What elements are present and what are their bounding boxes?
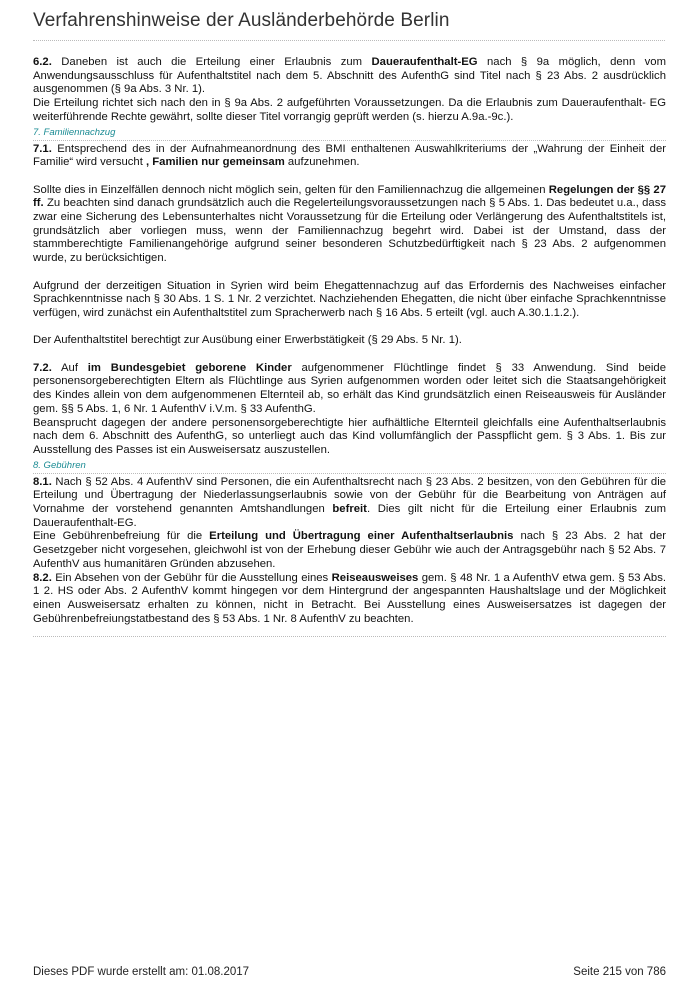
paragraph-text: nach § 23 Abs. 2 hat der Gesetzgeber nicht vorgesehen, gleichwohl ist von der Erhebung dieser Gebühr wie auch der Antragsgebühr nach § 52 Abs. 7 AufenthV aus humanitären Gründen abzusehen. xyxy=(33,530,666,570)
paragraph-text: Auf xyxy=(51,361,88,374)
paragraph-text: Zu beachten sind danach grundsätzlich auch die Regelerteilungsvoraussetzungen nach § 5 Abs. 1. Das bedeutet u.a., dass zwar eine Sicherung des Lebensunterhaltes nicht Voraussetzung für die Erteilung oder Verlängerung des Aufenthaltstitels ist, grundsätzlich aber vorliegen muss, wenn der Familiennachzug begehrt wird. Dabei ist der Umstand, dass der stammberechtigte Familienangehörige aufgrund seiner besonderen Schutzbedürftigkeit nach § 23 Abs. 2 aufgenommen wurde, zu berücksichtigen. xyxy=(33,197,666,265)
paragraph-text: Daneben ist auch die Erteilung einer Erlaubnis zum xyxy=(51,56,372,68)
paragraph-number: 7.2. xyxy=(33,361,52,374)
paragraph-8-1 xyxy=(33,476,666,531)
paragraph-6-2-continued: Die Erteilung richtet sich nach den in § 9a Abs. 2 aufgeführten Voraussetzungen. Da die Erlaubnis zum Daueraufenthalt- EG weiterführende Rechte gewährt, sollte dieser Titel vorrangig geprüft werden (s. hierzu A.9a.-9c.). xyxy=(33,97,666,123)
paragraph-7-2 xyxy=(33,362,666,417)
paragraph-7-2-continued: Beansprucht dagegen der andere personensorgeberechtigte hier aufhältliche Elternteil gleichfalls eine Aufenthaltserlaubnis nach dem 6. Abschnitt des AufenthG, so unterliegt auch das Kind vollumfänglich der Passpflicht gem. § 3 Abs. 1. Bis zur Ausstellung des Passes ist ein Ausweisersatz auszustellen. xyxy=(33,416,666,456)
paragraph-text: aufzunehmen. xyxy=(284,156,360,169)
emphasis: , Familien nur gemeinsam xyxy=(142,156,285,169)
paragraph-text: Entsprechend des in der Aufnahmeanordnung des BMI enthaltenen Auswahlkriteriums der „Wahrung der Einheit der Familie“ wird versucht xyxy=(33,142,666,169)
paragraph-text: Sollte dies in Einzelfällen dennoch nicht möglich sein, gelten für den Familiennachzug die allgemeinen xyxy=(33,183,549,196)
emphasis: Regelungen der §§ 27 ff. xyxy=(33,183,666,210)
paragraph-number: 6.2. xyxy=(33,56,52,68)
creation-date: Dieses PDF wurde erstellt am: 01.08.2017 xyxy=(33,966,250,978)
page-footer xyxy=(33,966,666,978)
paragraph-7-1-rules xyxy=(33,184,666,266)
paragraph-number: 8.1. xyxy=(33,475,52,488)
paragraph-text: Nach § 52 Abs. 4 AufenthV sind Personen, die ein Aufenthaltsrecht nach § 23 Abs. 2 besitzen, von den Gebühren für die Erteilung und Übertragung der Niederlassungserlaubnis sowie von der Gebühr für die Bearbeitung von Anträgen auf Vornahme der vorstehend genannten Amtshandlungen xyxy=(33,475,666,516)
emphasis: Reiseausweises xyxy=(331,571,419,584)
paragraph-7-1-employment: Der Aufenthaltstitel berechtigt zur Ausübung einer Erwerbstätigkeit (§ 29 Abs. 5 Nr. 1). xyxy=(33,334,462,347)
emphasis: Daueraufenthalt-EG xyxy=(371,56,478,68)
emphasis: befreit xyxy=(332,503,367,516)
paragraph-text: gem. § 48 Nr. 1 a AufenthV etwa gem. § 53 Abs. 1 2. HS oder Abs. 2 AufenthV kommt hingegen vor dem Hintergrund der angespannten Haushaltslage und der Möglichkeit einen Ausweisersatz erhalten zu können, nicht in Betracht. Bei Ausstellung eines Ausweisersatzes ist dagegen der Gebührenbefreiungstatbestand des § 53 Abs. 1 Nr. 8 AufenthV zu beachten. xyxy=(33,571,666,625)
paragraph-8-1-continued xyxy=(33,530,666,571)
document-body xyxy=(33,56,666,637)
paragraph-text: nach § 9a möglich, denn vom Anwendungsausschluss für Aufenthaltstitel nach dem 5. Abschnitt des AufenthG sind Titel nach § 23 Abs. 2 ausdrücklich ausgenommen (§ 9a Abs. 3 Nr. 1). xyxy=(33,56,666,96)
paragraph-7-1 xyxy=(33,143,666,170)
page-title: Verfahrenshinweise der Ausländerbehörde Berlin xyxy=(33,10,665,41)
paragraph-number: 8.2. xyxy=(33,571,52,584)
page-number: Seite 215 von 786 xyxy=(573,966,666,978)
paragraph-text: Ein Absehen von der Gebühr für die Ausstellung eines xyxy=(51,571,332,584)
paragraph-text: . Dies gilt nicht für die Erteilung einer Erlaubnis zum Daueraufenthalt-EG. xyxy=(33,503,666,529)
paragraph-7-1-syria: Aufgrund der derzeitigen Situation in Syrien wird beim Ehegattennachzug auf das Erfordernis des Nachweises einfacher Sprachkenntnisse nach § 30 Abs. 1 S. 1 Nr. 2 verzichtet. Nachziehenden Ehegatten, die nicht über einfache Sprachkenntnisse verfügen, wird zunächst ein Aufenthaltstitel zum Spracherwerb nach § 16 Abs. 5 erteilt (vgl. auch A.30.1.1.2.). xyxy=(33,279,666,319)
emphasis: im Bundesgebiet geborene Kinder xyxy=(87,361,292,374)
section-heading-gebuehren: 8. Gebühren xyxy=(33,460,666,474)
section-heading-familiennachzug: 7. Familiennachzug xyxy=(33,127,666,141)
emphasis: Erteilung und Übertragung einer Aufenthaltserlaubnis xyxy=(209,530,514,543)
paragraph-8-2 xyxy=(33,572,666,627)
paragraph-number: 7.1. xyxy=(33,142,52,155)
paragraph-6-2 xyxy=(33,56,666,97)
paragraph-text: Eine Gebührenbefreiung für die xyxy=(33,530,210,543)
paragraph-text: aufgenommener Flüchtlinge findet § 33 Anwendung. Sind beide personensorgeberechtigten Eltern als Flüchtlinge aus Syrien aufgenommen worden oder leitet sich die Staatsangehörigkeit des Kindes allein von dem aufgenommenen Elternteil ab, so erhält das Kind grundsätzlich einen Reiseausweis für Ausländer gem. §§ 5 Abs. 1, 6 Nr. 1 AufenthV i.V.m. § 33 AufenthG. xyxy=(33,361,666,415)
section-divider xyxy=(33,636,666,637)
